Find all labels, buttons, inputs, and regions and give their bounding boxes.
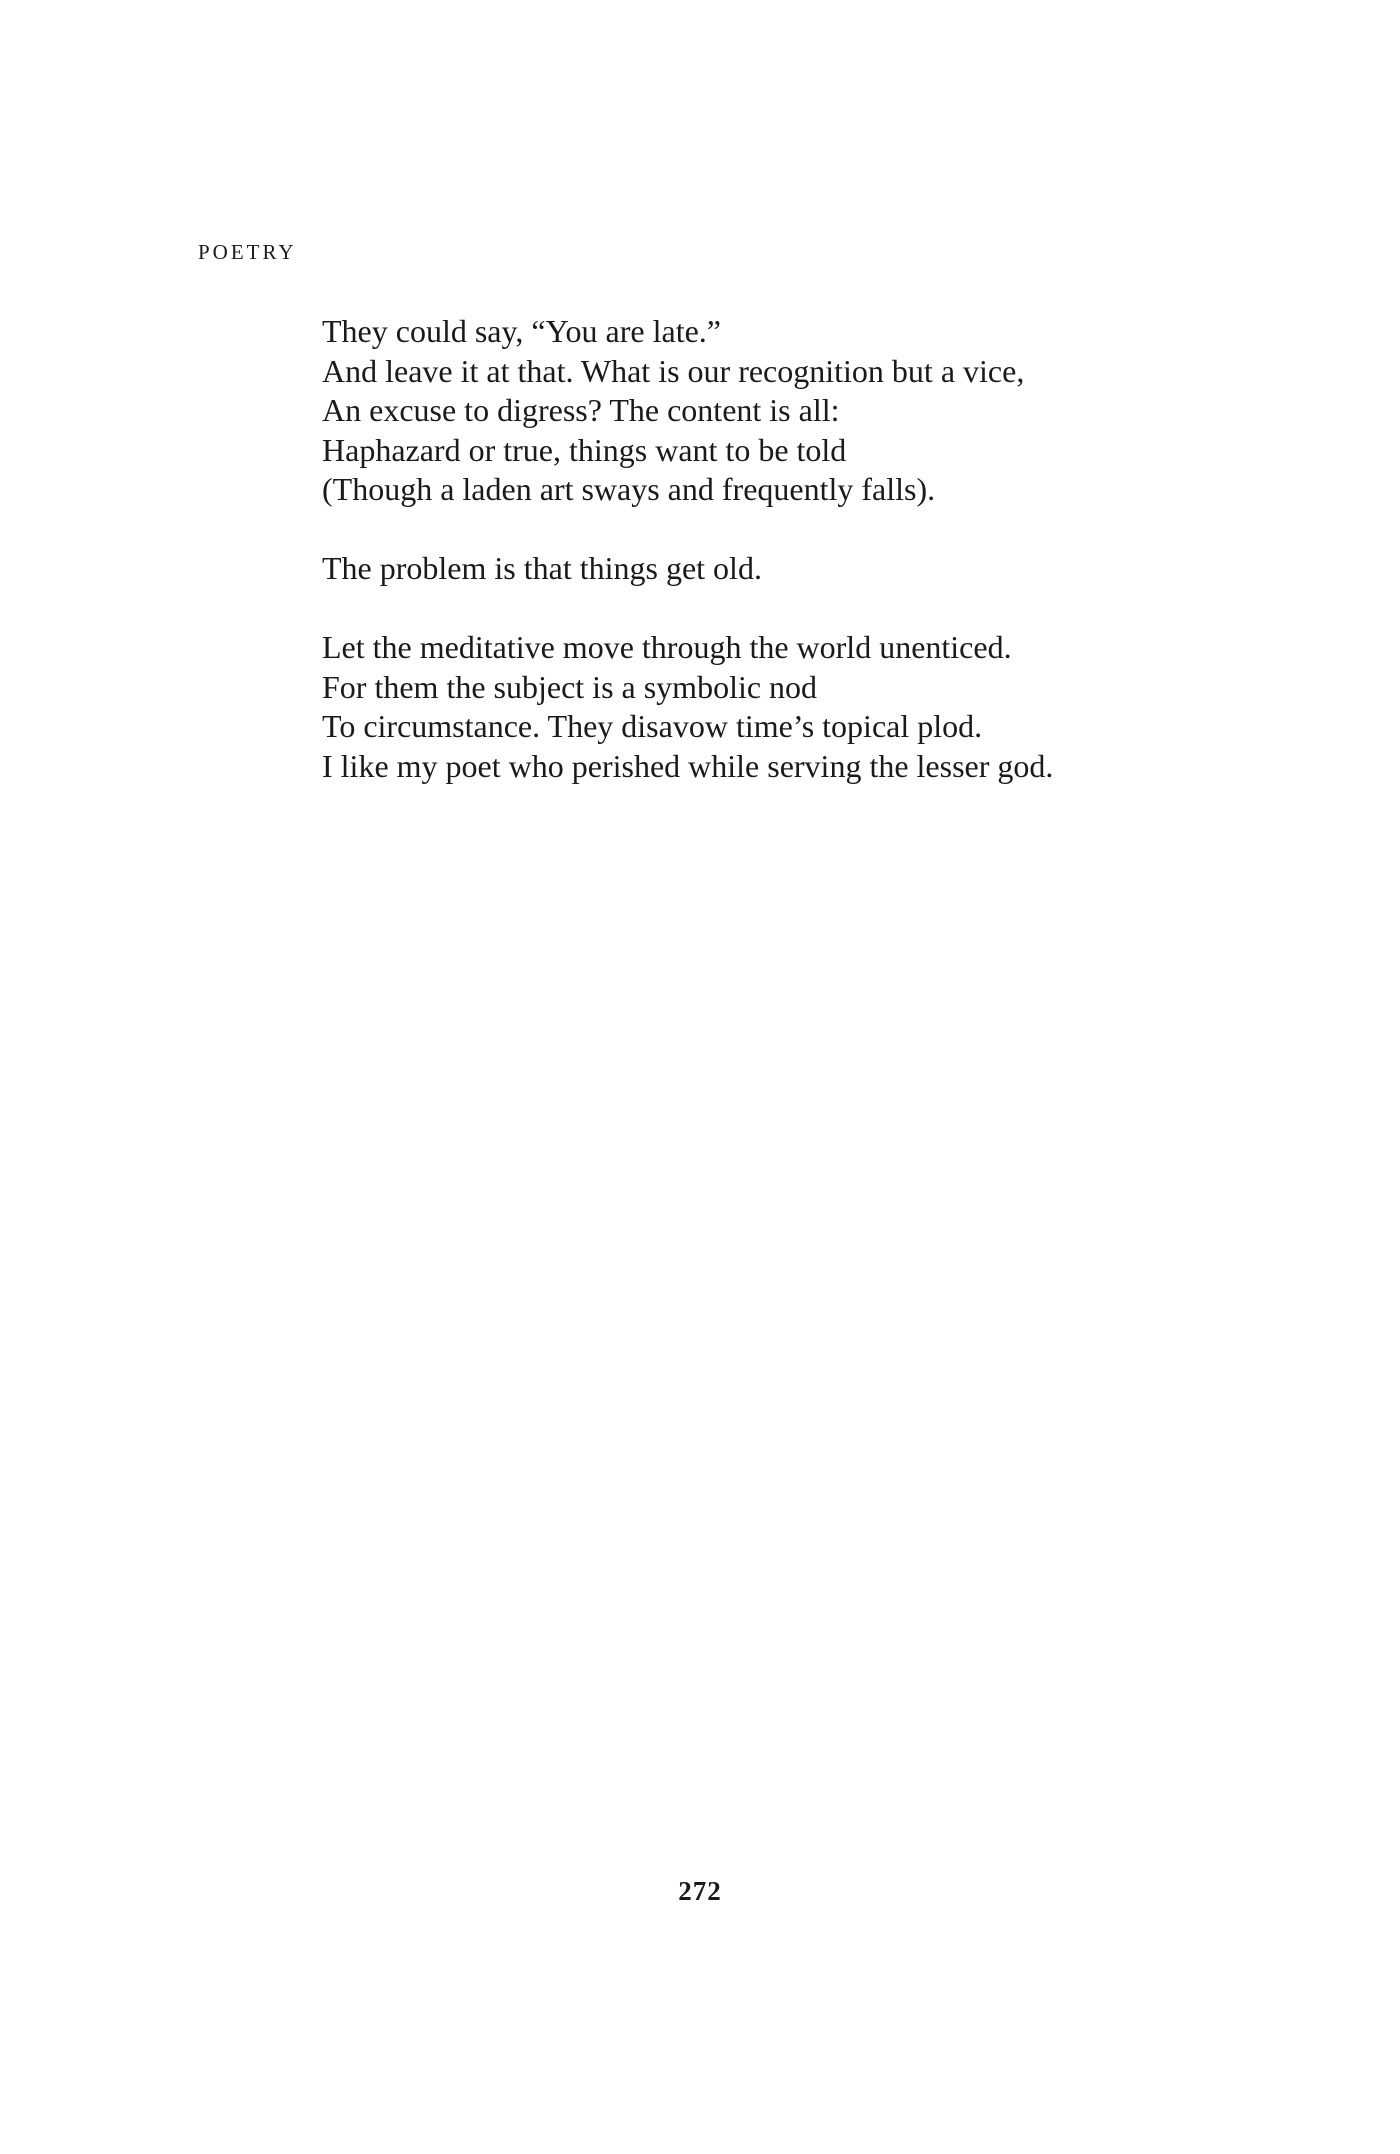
poem-line: I like my poet who perished while serving the lesser god.: [322, 747, 1054, 784]
poem-line: For them the subject is a symbolic nod: [322, 668, 818, 705]
poem-body: [322, 312, 1322, 786]
poem-line: And leave it at that. What is our recognition but a vice,: [322, 352, 1025, 389]
running-head: POETRY: [198, 240, 297, 264]
poem-line: To circumstance. They disavow time’s topical plod.: [322, 708, 983, 744]
stanza-3: [322, 628, 1322, 786]
page-number: 272: [678, 1876, 722, 1906]
poem-line: They could say, “You are late.”: [322, 313, 721, 349]
poem-line: Haphazard or true, things want to be told: [322, 431, 847, 468]
stanza-1: [322, 312, 1322, 510]
poem-line: (Though a laden art sways and frequently falls).: [322, 471, 936, 507]
poem-line: Let the meditative move through the world unenticed.: [322, 629, 1012, 665]
poem-line: An excuse to digress? The content is all:: [322, 392, 840, 428]
stanza-2: [322, 549, 1322, 589]
poem-line: The problem is that things get old.: [322, 550, 762, 586]
